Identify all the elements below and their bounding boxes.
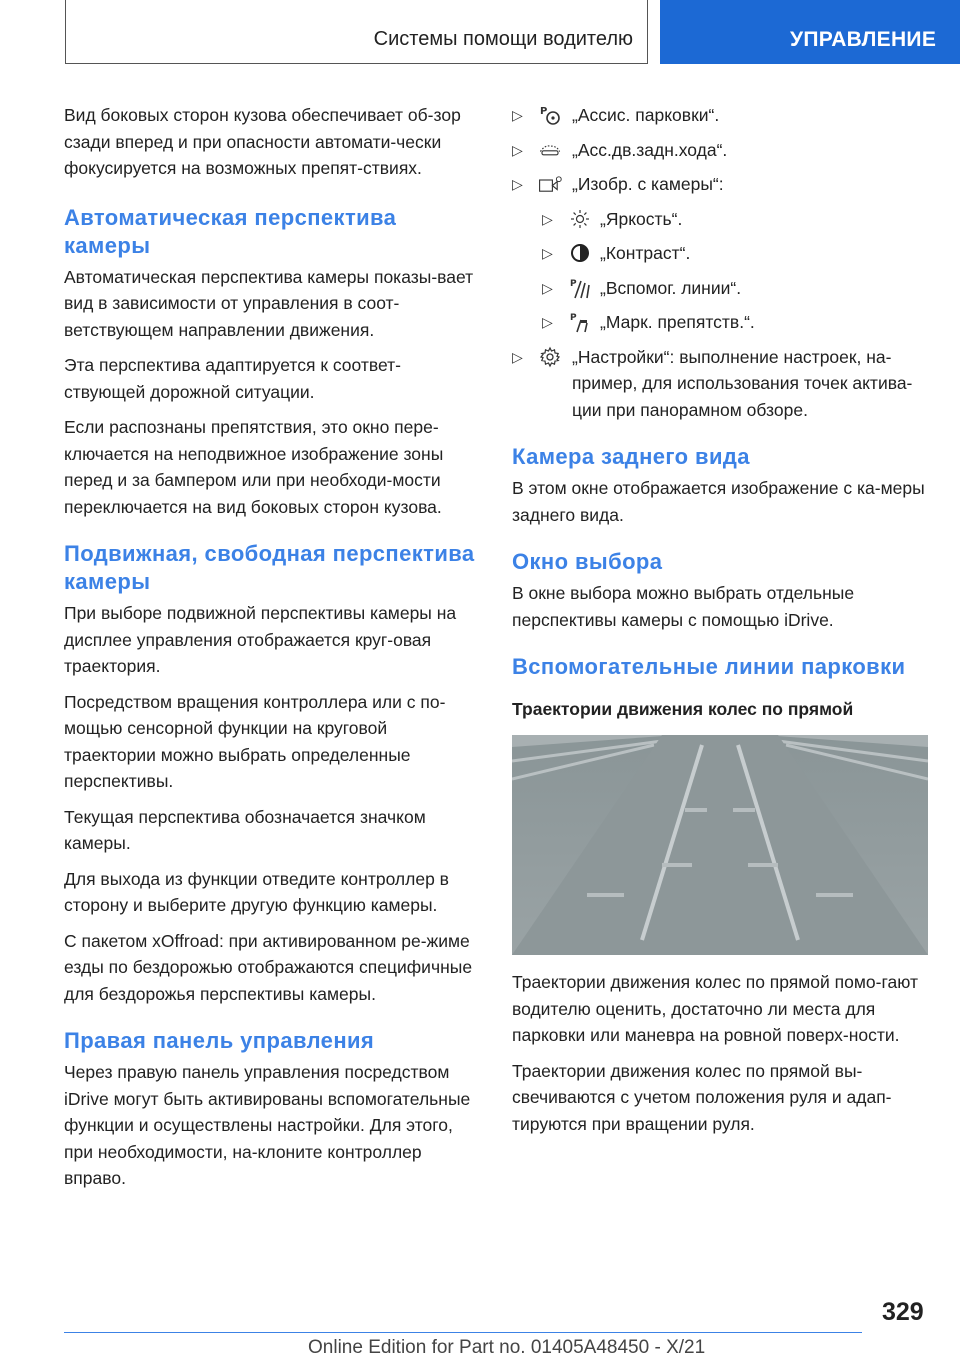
bullet-arrow: ▷: [512, 348, 523, 365]
obstacle-marking-icon: [568, 311, 592, 333]
trajectory-lines-image: [512, 735, 928, 955]
menu-item-parking-assist: [512, 102, 930, 129]
brightness-icon: [568, 208, 592, 230]
footer-divider: [64, 1332, 862, 1333]
submenu-item-brightness: [512, 206, 930, 233]
settings-item-text: „Настройки“: выполнение настроек, на-пример, для использования точек актива-ции при панорамном обзоре.: [572, 346, 913, 420]
submenu-item-label: „Марк. препятств.“.: [600, 312, 755, 332]
svg-text:P: P: [540, 106, 548, 117]
auto-paragraph-1: Автоматическая перспектива камеры показы-вает вид в зависимости от управления в соот-ветствующем направлении движения.: [64, 266, 474, 340]
rear-camera-paragraph: В этом окне отображается изображение с ка-меры заднего вида.: [512, 478, 925, 525]
rear-camera-heading: Камера заднего вида: [512, 444, 750, 469]
trajectory-paragraph-2: Траектории движения колес по прямой вы-свечиваются с учетом положения руля и адап-тируются при вращении руля.: [512, 1060, 892, 1134]
page-number: 329: [882, 1298, 924, 1326]
camera-icon: [538, 173, 562, 195]
menu-item-label: „Изобр. с камеры“:: [572, 174, 724, 194]
right-panel-paragraph: Через правую панель управления посредством iDrive могут быть активированы вспомогательные функции и осуществлены настройки. Для этого, при необходимости, на-клоните контроллер вправо.: [64, 1062, 471, 1188]
header-section-box: [65, 0, 648, 64]
menu-item-reverse-assist: [512, 137, 930, 164]
free-perspective-heading: Подвижная, свободная перспектива камеры: [64, 541, 475, 594]
svg-text:P: P: [570, 278, 577, 289]
auto-perspective-heading: Автоматическая перспектива камеры: [64, 204, 397, 258]
free-paragraph-3: Текущая перспектива обозначается значком камеры.: [64, 806, 426, 853]
header-chapter-title: УПРАВЛЕНИЕ: [790, 28, 937, 51]
reverse-assist-icon: [538, 139, 562, 161]
bullet-arrow: ▷: [542, 210, 553, 227]
menu-item-label: „Асс.дв.задн.хода“.: [572, 139, 728, 160]
bullet-arrow: ▷: [542, 314, 553, 330]
auto-paragraph-3: Если распознаны препятствия, это окно пере-ключается на неподвижное изображение зоны перед и за бампером или при необходи-мости переключается на вид боковых сторон кузова.: [64, 417, 444, 517]
submenu-item-label: „Яркость“.: [600, 208, 683, 229]
intro-paragraph: Вид боковых сторон кузова обеспечивает об-зор сзади вперед и при опасности автомати-чески фокусируется на возможных препят-ствиях.: [64, 105, 461, 178]
free-paragraph-5: С пакетом xOffroad: при активированном ре-жиме езды по бездорожью отображаются специфичные для бездорожья перспективы камеры.: [64, 930, 473, 1004]
trajectory-paragraph-1: Траектории движения колес по прямой помо-гают водителю оценить, достаточно ли места для парковки или маневра на ровной поверх-ности.: [512, 972, 918, 1045]
guide-lines-icon: [568, 277, 592, 299]
bullet-arrow: ▷: [542, 245, 553, 261]
right-panel-heading: Правая панель управления: [64, 1028, 375, 1053]
selection-window-heading: Окно выбора: [512, 549, 663, 574]
submenu-item-label: „Вспомог. линии“.: [600, 277, 742, 298]
gear-icon: [538, 346, 562, 368]
submenu-item-contrast: [512, 240, 930, 267]
submenu-item-guide-lines: [512, 275, 930, 302]
menu-item-label: „Ассис. парковки“.: [572, 105, 720, 125]
submenu-item-label: „Контраст“.: [600, 243, 691, 263]
auto-paragraph-2: Эта перспектива адаптируется к соответ-ствующей дорожной ситуации.: [64, 355, 401, 402]
submenu-item-obstacle-marking: [512, 309, 930, 336]
trajectory-subheading: Траектории движения колес по прямой: [512, 699, 854, 719]
parking-assist-icon: [538, 104, 562, 126]
svg-text:P: P: [570, 313, 577, 323]
bullet-arrow: ▷: [512, 141, 523, 158]
bullet-arrow: ▷: [512, 176, 523, 192]
free-paragraph-1: При выборе подвижной перспективы камеры на дисплее управления отображается круг-овая траектория.: [64, 603, 457, 676]
menu-item-camera-image: [512, 171, 930, 198]
header-chapter-box: [660, 0, 960, 64]
header-section-title: Системы помощи водителю: [373, 28, 633, 50]
bullet-arrow: ▷: [542, 279, 553, 296]
right-column: [512, 102, 930, 1146]
left-column: [64, 102, 479, 1201]
selection-window-paragraph: В окне выбора можно выбрать отдельные перспективы камеры с помощью iDrive.: [512, 583, 855, 630]
menu-item-settings: [512, 344, 930, 424]
bullet-arrow: ▷: [512, 107, 523, 123]
free-paragraph-4: Для выхода из функции отведите контроллер в сторону и выберите другую функцию камеры.: [64, 868, 449, 915]
contrast-icon: [568, 242, 592, 264]
free-paragraph-2: Посредством вращения контроллера или с по-мощью сенсорной функции на круговой траектории можно выбрать определенные перспективы.: [64, 691, 446, 791]
footer-edition: Online Edition for Part no. 01405A48450 - X/21: [308, 1337, 706, 1358]
parking-lines-heading: Вспомогательные линии парковки: [512, 654, 906, 679]
